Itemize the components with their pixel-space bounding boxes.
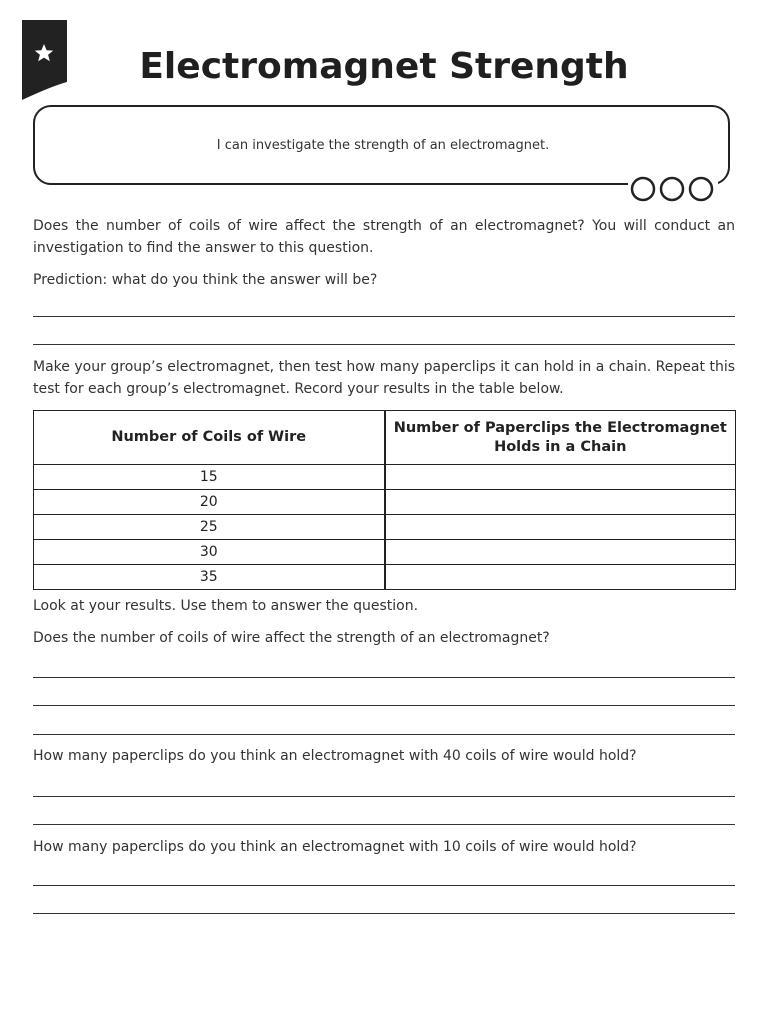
intro-paragraph: Does the number of coils of wire affect the strength of an electromagnet? You will conduct an investigation to find the answer to this question. <box>33 218 735 256</box>
question-3-answer-line-2[interactable] <box>33 913 735 914</box>
table-row <box>34 515 736 540</box>
learning-objective-text: I can investigate the strength of an electromagnet. <box>216 138 550 153</box>
coils-cell: 15 <box>34 465 385 490</box>
paperclips-cell[interactable] <box>385 540 736 565</box>
column-header-coils: Number of Coils of Wire <box>34 411 385 465</box>
decorative-circles <box>628 174 718 204</box>
table-row <box>34 490 736 515</box>
coils-cell: 30 <box>34 540 385 565</box>
prediction-answer-line-1[interactable] <box>33 316 735 317</box>
question-2-answer-line-1[interactable] <box>33 796 735 797</box>
question-3: How many paperclips do you think an electromagnet with 10 coils of wire would hold? <box>33 839 637 855</box>
table-row <box>34 540 736 565</box>
prediction-prompt: Prediction: what do you think the answer will be? <box>33 272 378 288</box>
question-1-answer-line-2[interactable] <box>33 705 735 706</box>
question-1: Does the number of coils of wire affect the strength of an electromagnet? <box>33 630 550 646</box>
paperclips-cell[interactable] <box>385 565 736 590</box>
coils-cell: 35 <box>34 565 385 590</box>
coils-cell: 20 <box>34 490 385 515</box>
prediction-answer-line-2[interactable] <box>33 344 735 345</box>
question-2-answer-line-2[interactable] <box>33 824 735 825</box>
table-row <box>34 465 736 490</box>
question-1-answer-line-3[interactable] <box>33 734 735 735</box>
instructions-paragraph: Make your group’s electromagnet, then test how many paperclips it can hold in a chain. Repeat this test for each group’s electromagnet. Record your results in the table below. <box>33 359 735 397</box>
page-title: Electromagnet Strength <box>139 46 629 87</box>
table-row <box>34 565 736 590</box>
table-header-row <box>34 411 736 465</box>
question-1-answer-line-1[interactable] <box>33 677 735 678</box>
paperclips-cell[interactable] <box>385 515 736 540</box>
question-3-answer-line-1[interactable] <box>33 885 735 886</box>
coils-cell: 25 <box>34 515 385 540</box>
results-table <box>33 410 736 590</box>
paperclips-cell[interactable] <box>385 465 736 490</box>
look-at-results-text: Look at your results. Use them to answer the question. <box>33 598 419 614</box>
column-header-paperclips: Number of Paperclips the Electromagnet Holds in a Chain <box>385 411 736 465</box>
paperclips-cell[interactable] <box>385 490 736 515</box>
question-2: How many paperclips do you think an electromagnet with 40 coils of wire would hold? <box>33 748 637 764</box>
